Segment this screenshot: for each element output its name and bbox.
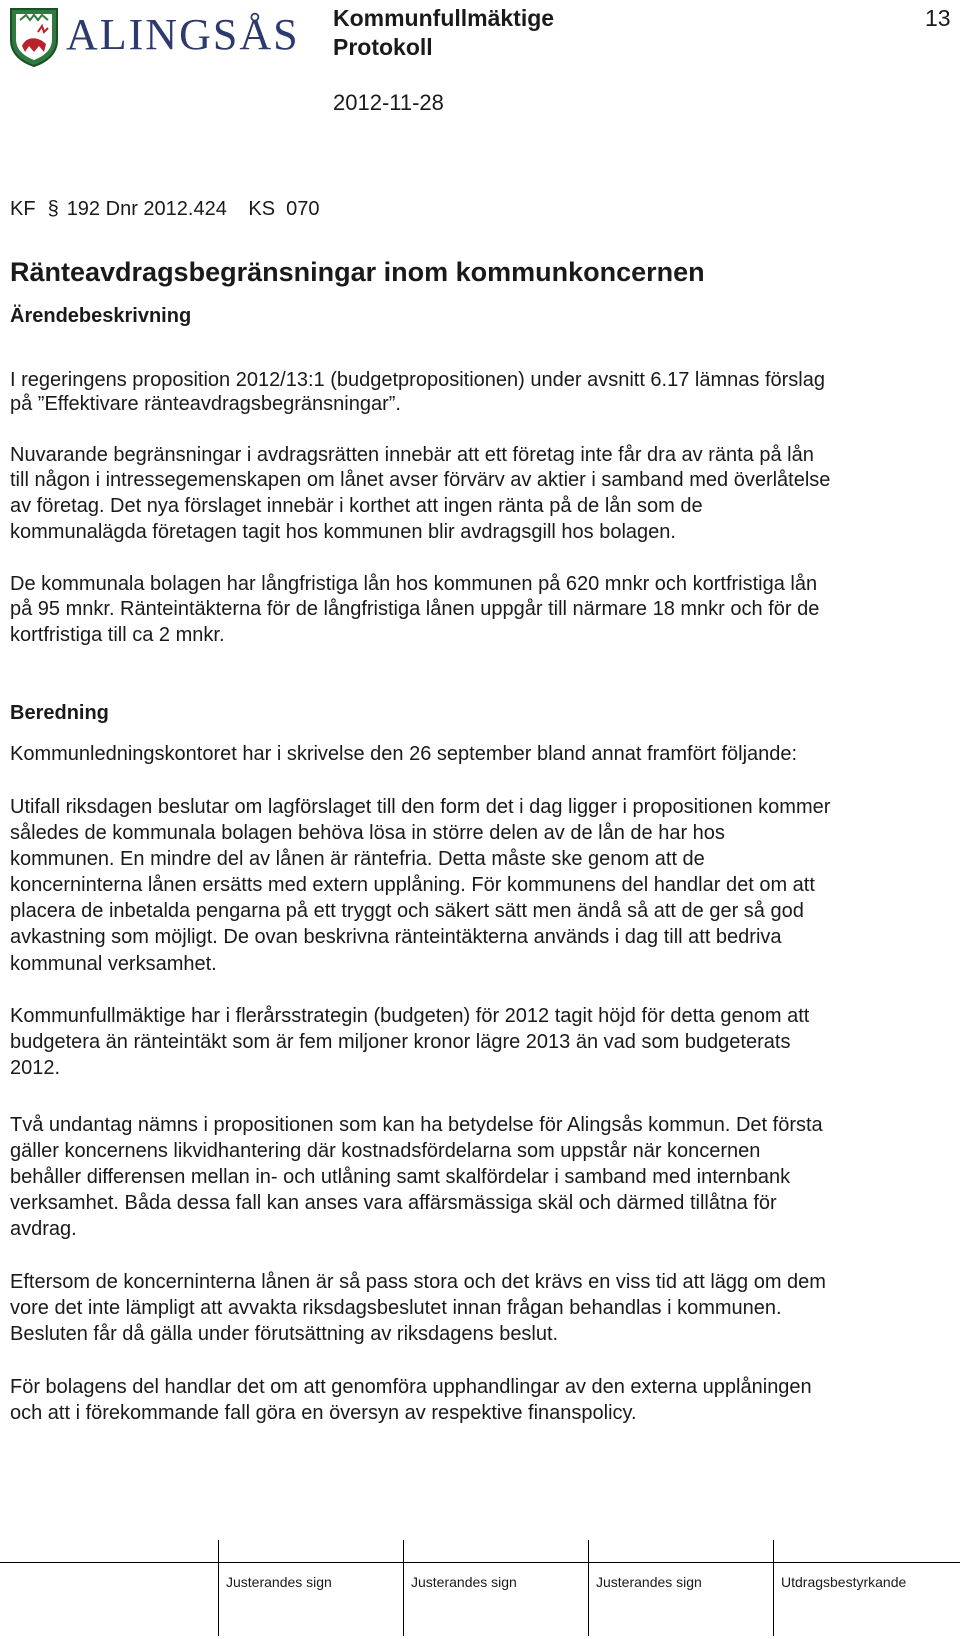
footer-divider	[588, 1540, 589, 1636]
extract-certification-field: Utdragsbestyrkande	[781, 1574, 907, 1590]
body-line: avdrag.	[10, 1218, 77, 1240]
body-line: till någon i intressegemenskapen om lånet avser förvärv av aktier i samband med överlåtelse	[10, 469, 831, 491]
body-line: kommunal verksamhet.	[10, 953, 217, 975]
body-line: gäller koncernens likvidhantering där kostnadsfördelarna som uppstår när koncernen	[10, 1140, 761, 1162]
body-line: vore det inte lämpligt att avvakta riksdagsbeslutet innan frågan behandlas i kommunen.	[10, 1297, 782, 1319]
body-line: kommunalägda företagen tagit hos kommunen blir avdragsgill hos bolagen.	[10, 521, 676, 543]
signature-field-3: Justerandes sign	[596, 1574, 702, 1590]
page-number: 13	[925, 5, 951, 31]
body-line: De kommunala bolagen har långfristiga lån hos kommunen på 620 mnkr och kortfristiga lån	[10, 573, 818, 595]
meeting-date: 2012-11-28	[333, 90, 444, 115]
section-heading: Beredning	[10, 702, 109, 724]
body-line: Besluten får då gälla under förutsättning av riksdagens beslut.	[10, 1323, 559, 1345]
signature-field-2: Justerandes sign	[411, 1574, 517, 1590]
body-line: således de kommunala bolagen behöva lösa in större delen av de lån de har hos	[10, 822, 725, 844]
signature-field-1: Justerandes sign	[226, 1574, 332, 1590]
body-line: För bolagens del handlar det om att genomföra upphandlingar av den externa upplåningen	[10, 1376, 812, 1398]
paragraph-symbol: §	[47, 198, 59, 220]
body-line: kortfristiga till ca 2 mnkr.	[10, 624, 225, 646]
body-line: Eftersom de koncerninterna lånen är så pass stora och det krävs en viss tid att lägg om dem	[10, 1271, 826, 1293]
body-line: Kommunfullmäktige har i flerårsstrategin (budgeten) för 2012 tagit höjd för detta genom att	[10, 1005, 810, 1027]
footer-divider	[403, 1540, 404, 1636]
body-line: budgetera än ränteintäkt som är fem miljoner kronor lägre 2013 än vad som budgeterats	[10, 1031, 791, 1053]
document-title: Kommunfullmäktige	[333, 5, 555, 31]
case-dnr: Dnr 2012.424	[105, 198, 227, 220]
section-heading: Ärendebeskrivning	[10, 305, 192, 327]
body-line: på 95 mnkr. Ränteintäkterna för de långfristiga lånen uppgår till närmare 18 mnkr och för de	[10, 598, 820, 620]
case-title: Ränteavdragsbegränsningar inom kommunkoncernen	[10, 257, 705, 287]
footer-divider	[218, 1540, 219, 1636]
footer-rule	[0, 1562, 960, 1563]
body-line: Kommunledningskontoret har i skrivelse den 26 september bland annat framfört följande:	[10, 743, 798, 765]
body-line: 2012.	[10, 1057, 61, 1079]
logo-wordmark: ALINGSÅS	[66, 10, 300, 59]
body-line: behåller differensen mellan in- och utlåning samt skalfördelar i samband med internbank	[10, 1166, 791, 1188]
body-line: Nuvarande begränsningar i avdragsrätten innebär att ett företag inte får dra av ränta på lån	[10, 444, 814, 466]
case-reference	[10, 196, 320, 222]
body-line: kommunen. En mindre del av lånen är räntefria. Detta måste ske genom att de	[10, 848, 705, 870]
alingsas-logo	[8, 6, 298, 68]
body-line: på ”Effektivare ränteavdragsbegränsningar”.	[10, 393, 401, 415]
document-subtitle: Protokoll	[333, 34, 433, 60]
body-line: och att i förekommande fall göra en översyn av respektive finanspolicy.	[10, 1402, 637, 1424]
case-kf: KF	[10, 198, 36, 220]
body-line: Utifall riksdagen beslutar om lagförslaget till den form det i dag ligger i propositionen kommer	[10, 796, 831, 818]
body-line: Två undantag nämns i propositionen som kan ha betydelse för Alingsås kommun. Det första	[10, 1114, 823, 1136]
body-line: placera de inbetalda pengarna på ett tryggt och säkert sätt men ändå så att de ger så god	[10, 900, 804, 922]
body-line: av företag. Det nya förslaget innebär i korthet att ingen ränta på de lån som de	[10, 495, 703, 517]
body-line: koncerninterna lånen ersätts med extern upplåning. För kommunens del handlar det om att	[10, 874, 815, 896]
coat-of-arms-icon	[8, 6, 60, 68]
case-number: 192	[66, 198, 101, 220]
case-ks: KS 070	[248, 198, 320, 220]
body-line: I regeringens proposition 2012/13:1 (budgetpropositionen) under avsnitt 6.17 lämnas förslag	[10, 369, 825, 391]
footer-divider	[773, 1540, 774, 1636]
body-line: avkastning som möjligt. De ovan beskrivna ränteintäkterna används i dag till att bedriva	[10, 926, 782, 948]
body-line: verksamhet. Båda dessa fall kan anses vara affärsmässiga skäl och därmed tillåtna för	[10, 1192, 777, 1214]
